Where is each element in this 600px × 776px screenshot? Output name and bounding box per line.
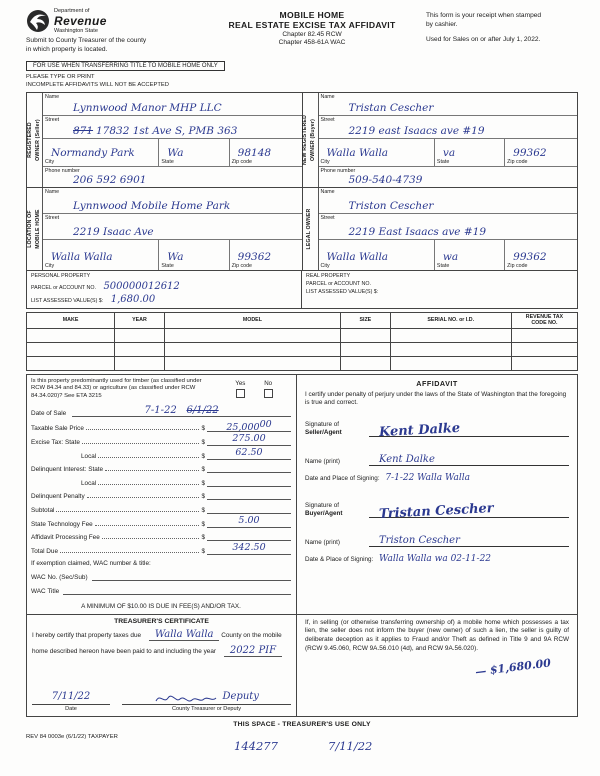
vehicle-cell[interactable] (115, 356, 165, 370)
treasurers-certificate (27, 615, 297, 716)
location-city-value: Walla Walla (51, 251, 113, 264)
legal-zip-value: 99362 (513, 251, 547, 264)
wac-title-field[interactable] (63, 587, 291, 595)
legal-owner-side-label (303, 188, 319, 270)
chapter-line1: Chapter 82.45 RCW (282, 31, 342, 38)
treasurers-certificate-body (32, 627, 291, 659)
legal-city-label: City (320, 263, 330, 270)
effective-note: Used for Sales on or after July 1, 2022. (426, 36, 541, 44)
vehicle-cell[interactable] (341, 356, 391, 370)
receipt-note: This form is your receipt when stamped by cashier. (426, 12, 542, 28)
dept-sub: Washington State (54, 28, 98, 34)
col-year: YEAR (115, 313, 165, 329)
personal-parcel-label: PARCEL or ACCOUNT NO. (31, 285, 96, 292)
date-of-sale-struck: 6/1/22 (186, 404, 219, 416)
new-registered-owner-side-label (303, 93, 319, 187)
seller-date-place-row[interactable] (305, 473, 569, 483)
legal-zip-field[interactable] (505, 240, 577, 270)
lien-amount-note: — $1,680.00 (474, 656, 552, 679)
vehicle-cell[interactable] (115, 342, 165, 356)
buyer-phone-value: 509-540-4739 (348, 174, 423, 187)
buyer-state-field[interactable] (435, 139, 505, 166)
dollar-sign: $ (201, 466, 205, 474)
notice-block (26, 54, 578, 88)
legal-zip-label: Zip code (507, 263, 528, 270)
seller-street-value: 17832 1st Ave S, PMB 363 (95, 125, 238, 138)
treasurer-date-field[interactable] (32, 686, 110, 712)
state-technology-fee-row (31, 514, 291, 528)
delinquent-interest-local-value[interactable] (207, 474, 291, 487)
seller-state-field[interactable] (159, 139, 229, 166)
lien-warning-box (297, 615, 577, 716)
real-property-heading: REAL PROPERTY (306, 273, 351, 280)
vehicle-cell[interactable] (390, 342, 511, 356)
buyer-zip-value: 99362 (513, 147, 547, 160)
delinquent-penalty-value[interactable] (207, 487, 291, 500)
seller-phone-label: Phone number (45, 168, 80, 175)
timber-no-label: No (264, 379, 273, 387)
location-zip-label: Zip code (231, 263, 252, 270)
dot-leader (98, 457, 199, 458)
seller-agent-text: Seller/Agent (305, 429, 342, 437)
wac-number-row (31, 573, 291, 581)
location-zip-value: 99362 (237, 251, 272, 264)
legal-state-field[interactable] (435, 240, 505, 270)
vehicle-cell[interactable] (27, 328, 115, 342)
legal-name-value: Triston Cescher (348, 200, 434, 213)
delinquent-penalty-label: Delinquent Penalty (31, 493, 85, 501)
location-street-label: Street (45, 215, 60, 222)
date-of-sale-field[interactable] (31, 405, 291, 417)
location-section (27, 188, 303, 271)
vehicle-row (27, 342, 578, 356)
taxable-sale-price-label: Taxable Sale Price (31, 425, 84, 433)
dot-leader (60, 552, 199, 553)
delinquent-penalty-row (31, 487, 291, 501)
state-technology-fee-text: 5.00 (238, 514, 260, 526)
date-of-sale-value: 7-1-22 (144, 404, 177, 416)
minimum-fee-note: A MINIMUM OF $10.00 IS DUE IN FEE(S) AND/OR TAX. (81, 602, 241, 610)
buyer-phone-field[interactable] (319, 167, 578, 187)
col-make: MAKE (27, 313, 115, 329)
affidavit-certify-text: I certify under penalty of perjury under the laws of the State of Washington that the foregoing is true and correct. (305, 390, 567, 407)
dollar-sign: $ (201, 425, 205, 433)
seller-phone-value: 206 592 6901 (73, 174, 147, 187)
agency-block (26, 8, 198, 54)
col-serial: SERIAL NO. or I.D. (390, 313, 511, 329)
affidavit-processing-fee-label: Affidavit Processing Fee (31, 534, 100, 542)
real-parcel-row[interactable] (306, 281, 573, 287)
excise-local-text: 62.50 (235, 446, 263, 458)
dept-small-text: Department of (54, 8, 90, 14)
col-revenue-tax-code: REVENUE TAX CODE NO. (511, 313, 577, 329)
location-street-value: 2219 Isaac Ave (73, 226, 154, 239)
dollar-sign: $ (201, 493, 205, 501)
total-due-text: 342.50 (232, 541, 266, 553)
state-technology-fee-value[interactable] (207, 515, 291, 528)
excise-state-row (31, 432, 291, 446)
buyer-city-label: City (320, 159, 330, 166)
legal-name-field[interactable] (319, 188, 578, 214)
subtotal-row (31, 500, 291, 514)
excise-state-label: Excise Tax: State (31, 439, 80, 447)
total-due-label: Total Due (31, 547, 58, 555)
paid-through-year-value[interactable]: 2022 PIF (224, 645, 282, 657)
delinquent-interest-local-row (31, 473, 291, 487)
dot-leader (82, 443, 200, 444)
buyer-name-label: Name (320, 94, 335, 101)
location-state-label: State (161, 263, 174, 270)
subtotal-value[interactable] (207, 501, 291, 514)
buyer-name-print-label: Name (print) (305, 539, 340, 547)
buyer-zip-field[interactable] (505, 139, 577, 166)
seller-state-label: State (161, 159, 174, 166)
lien-warning-text: If, in selling (or otherwise transferring ownership of) a mobile home which possesses a tax lien, the seller does not inform the buyer (new owner) of such a lien, the seller is guilty of deliberate deception as it applies to Fraud and/or Theft as defined in Title 9 and 9A RCW (RCW 9.45.060, RCW 9A.56.010 (4d), and RCW 9A.56.020). (305, 618, 569, 652)
legal-owner-section (303, 188, 579, 271)
treasurer-signature-field[interactable] (122, 686, 291, 712)
buyer-city-row (319, 139, 578, 167)
buyer-name-print-row (305, 530, 569, 547)
form-title-line1: MOBILE HOME (279, 10, 345, 20)
buyer-name-print-value: Triston Cescher (379, 535, 460, 547)
legal-street-field[interactable] (319, 214, 578, 240)
buyer-date-place-label: Date & Place of Signing: (305, 556, 374, 564)
buyer-date-place-value: Walla Walla wa 02-11-22 (379, 554, 492, 565)
buyer-signature-row (305, 501, 569, 523)
personal-assessed-value: 1,680.00 (110, 294, 156, 306)
timber-yes-checkbox[interactable] (236, 389, 245, 398)
excise-state-value[interactable] (207, 433, 291, 446)
seller-name-print-row (305, 449, 569, 466)
treasurer-signature-label: County Treasurer or Deputy (171, 705, 242, 712)
vehicle-cell[interactable] (511, 356, 577, 370)
wac-title-row (31, 587, 291, 595)
location-name-value: Lynnwood Mobile Home Park (73, 200, 231, 213)
seller-zip-value: 98148 (237, 147, 272, 160)
date-of-sale-label: Date of Sale (31, 409, 67, 417)
location-zip-field[interactable] (230, 240, 302, 270)
real-property-block (302, 271, 577, 308)
dollar-sign: $ (201, 534, 205, 542)
certify-text-after-county: County on the mobile home described hereon have been paid to and including the year (32, 631, 282, 655)
seller-phone-field[interactable] (43, 167, 302, 187)
legal-state-label: State (436, 263, 450, 270)
dot-leader (98, 484, 199, 485)
seller-street-field[interactable] (43, 116, 302, 139)
receipt-number-handwritten: 144277 (234, 738, 278, 753)
seller-signature-label (305, 421, 369, 437)
seller-zip-field[interactable] (230, 139, 302, 166)
vehicle-cell[interactable] (164, 328, 340, 342)
excise-state-text: 275.00 (232, 433, 266, 445)
footer (26, 731, 578, 761)
seller-city-row (43, 139, 302, 167)
submit-note: Submit to County Treasurer of the county in which property is located. (26, 37, 147, 53)
wac-title-label: WAC Title (31, 587, 60, 595)
chapter-line2: Chapter 458-61A WAC (278, 39, 346, 46)
location-name-field[interactable] (43, 188, 302, 214)
vehicle-cell[interactable] (511, 328, 577, 342)
treasurer-use-only-note: THIS SPACE - TREASURER'S USE ONLY (233, 720, 371, 728)
stamp-date-handwritten: 7/11/22 (328, 738, 373, 753)
treasurer-date-value: 7/11/22 (51, 690, 91, 702)
buyer-signature-label (305, 502, 369, 518)
mobile-home-description-table (26, 312, 578, 371)
excise-local-row (31, 446, 291, 460)
vehicle-table-header-row (27, 313, 578, 329)
legal-city-field[interactable] (319, 240, 435, 270)
timber-yes-label: Yes (235, 379, 246, 387)
vehicle-cell[interactable] (115, 328, 165, 342)
vehicle-cell[interactable] (341, 342, 391, 356)
buyer-agent-text: Buyer/Agent (305, 510, 343, 518)
vehicle-cell[interactable] (390, 356, 511, 370)
new-registered-owner-side-text: NEW REGISTERED OWNER (Buyer) (302, 115, 316, 166)
seller-name-value: Lynnwood Manor MHP LLC (73, 102, 222, 115)
header (26, 8, 578, 54)
col-model: MODEL (164, 313, 340, 329)
buyer-city-field[interactable] (319, 139, 435, 166)
dollar-sign: $ (201, 452, 205, 460)
transfer-title-notice: FOR USE WHEN TRANSFERRING TITLE TO MOBILE HOME ONLY (26, 61, 225, 71)
seller-name-label: Name (45, 94, 60, 101)
dot-leader (105, 470, 199, 471)
legal-city-value: Walla Walla (326, 251, 389, 264)
state-technology-fee-label: State Technology Fee (31, 520, 93, 528)
buyer-date-place-row[interactable] (305, 554, 569, 564)
location-city-field[interactable] (43, 240, 159, 270)
real-parcel-label: PARCEL or ACCOUNT NO. (306, 281, 371, 288)
dot-leader (102, 538, 200, 539)
timber-question: Is this property predominantly used for timber (as classified under RCW 84.34 and 84.33) or agriculture (as classified under RCW 84.34.020)? See ETA 3215 (31, 377, 202, 400)
personal-parcel-row[interactable] (31, 281, 297, 292)
seller-city-label: City (45, 159, 55, 166)
registered-owner-section (27, 93, 303, 188)
certify-text-before-county: I hereby certify that property taxes due (32, 631, 142, 639)
wac-number-field[interactable] (92, 573, 291, 581)
seller-date-place-value: 7-1-22 Walla Walla (385, 473, 470, 484)
personal-property-block (27, 271, 302, 308)
buyer-street-field[interactable] (319, 116, 578, 139)
affidavit-heading: AFFIDAVIT (416, 378, 458, 388)
affidavit-processing-fee-row (31, 528, 291, 542)
legal-owner-side-text: LEGAL OWNER (306, 208, 313, 250)
type-or-print-note: PLEASE TYPE OR PRINT (26, 74, 95, 81)
timber-no-checkbox[interactable] (264, 389, 273, 398)
dept-of-revenue-logo-icon (26, 9, 50, 33)
dollar-sign: $ (201, 506, 205, 514)
lien-amount-row (305, 656, 569, 679)
legal-street-value: 2219 East Isaacs ave #19 (348, 226, 486, 239)
taxable-sale-price-value[interactable] (207, 419, 291, 432)
personal-property-heading: PERSONAL PROPERTY (31, 273, 91, 280)
delinquent-interest-state-value[interactable] (207, 460, 291, 473)
personal-assessed-label: LIST ASSESSED VALUE(S) $: (31, 298, 104, 305)
real-assessed-row[interactable] (306, 289, 573, 295)
real-assessed-label: LIST ASSESSED VALUE(S) $: (306, 289, 379, 296)
delinquent-interest-state-label: Delinquent Interest: State (31, 466, 104, 474)
seller-name-print-line[interactable] (369, 449, 569, 466)
excise-local-label: Local (81, 452, 97, 460)
taxable-sale-price-row (31, 419, 291, 433)
vehicle-cell[interactable] (511, 342, 577, 356)
buyer-street-value: 2219 east Isaacs ave #19 (348, 125, 485, 138)
affidavit-column (297, 375, 577, 614)
new-registered-owner-section (303, 93, 579, 188)
treasurers-certificate-heading: TREASURER'S CERTIFICATE (114, 617, 209, 625)
seller-name-field[interactable] (43, 93, 302, 116)
legal-name-label: Name (320, 189, 335, 196)
delinquent-interest-state-row (31, 460, 291, 474)
exemption-note: If exemption claimed, WAC number & title: (31, 559, 151, 567)
col-size: SIZE (341, 313, 391, 329)
form-title-line2: REAL ESTATE EXCISE TAX AFFIDAVIT (228, 20, 396, 30)
rev-form-number: REV 84 0003e (6/1/22) TAXPAYER (26, 733, 118, 740)
buyer-zip-label: Zip code (507, 159, 528, 166)
affidavit-processing-fee-value[interactable] (207, 528, 291, 541)
location-city-row (43, 240, 302, 270)
buyer-city-value: Walla Walla (326, 147, 389, 160)
vehicle-row (27, 356, 578, 370)
vehicle-cell[interactable] (27, 356, 115, 370)
total-due-row (31, 541, 291, 555)
county-value[interactable]: Walla Walla (149, 629, 220, 641)
location-state-value: Wa (167, 251, 184, 264)
delinquent-interest-local-label: Local (81, 479, 97, 487)
excise-local-value[interactable] (207, 447, 291, 460)
dollar-sign: $ (201, 520, 205, 528)
seller-name-print-value: Kent Dalke (379, 454, 435, 466)
taxable-value-cents: 00 (259, 419, 272, 431)
dot-leader (87, 497, 200, 498)
seller-state-value: Wa (167, 147, 184, 160)
form-title-block (198, 8, 426, 46)
total-due-value[interactable] (207, 542, 291, 555)
tax-and-affidavit-section (26, 374, 578, 615)
legal-street-label: Street (320, 215, 335, 222)
buyer-street-label: Street (320, 117, 335, 124)
subtotal-label: Subtotal (31, 506, 55, 514)
location-street-field[interactable] (43, 214, 302, 240)
vehicle-cell[interactable] (341, 328, 391, 342)
registered-owner-side-text: REGISTERED OWNER (Seller) (26, 119, 41, 161)
treasurer-signature-value: Deputy (222, 690, 259, 702)
seller-city-value: Normandy Park (51, 147, 135, 160)
seller-street-label: Street (45, 117, 60, 124)
seller-city-field[interactable] (43, 139, 159, 166)
signature-of-text: Signature of (305, 421, 339, 429)
vehicle-cell[interactable] (164, 356, 340, 370)
location-city-label: City (45, 263, 55, 270)
buyer-state-value: va (442, 147, 456, 160)
buyer-signature-line[interactable] (369, 501, 569, 523)
vehicle-cell[interactable] (164, 342, 340, 356)
seller-zip-label: Zip code (231, 159, 252, 166)
vehicle-row (27, 328, 578, 342)
seller-name-print-label: Name (print) (305, 458, 340, 466)
location-name-label: Name (45, 189, 60, 196)
dollar-sign: $ (201, 547, 205, 555)
seller-street-struck: 871 (73, 125, 94, 138)
tax-column (27, 375, 297, 614)
wac-number-label: WAC No. (Sec/Sub) (31, 573, 88, 581)
dot-leader (95, 525, 200, 526)
incomplete-note: INCOMPLETE AFFIDAVITS WILL NOT BE ACCEPTED (26, 82, 169, 89)
dollar-sign: $ (201, 479, 205, 487)
buyer-name-field[interactable] (319, 93, 578, 116)
personal-assessed-row[interactable] (31, 294, 297, 305)
taxable-value-text: 25,000 (226, 422, 260, 434)
buyer-name-value: Tristan Cescher (348, 102, 434, 115)
dept-name: Revenue (54, 14, 107, 28)
receipt-note-block (426, 8, 578, 45)
treasurer-signature-scribble-icon (154, 693, 218, 704)
dot-leader (56, 511, 199, 512)
location-side-label (27, 188, 43, 270)
vehicle-cell[interactable] (27, 342, 115, 356)
bottom-section (26, 615, 578, 717)
buyer-phone-label: Phone number (320, 168, 356, 175)
personal-parcel-value: 500000012612 (103, 281, 180, 293)
registered-owner-side-label (27, 93, 43, 187)
vehicle-cell[interactable] (390, 328, 511, 342)
legal-city-row (319, 240, 578, 270)
seller-signature-row (305, 420, 569, 441)
location-side-text: LOCATION OF MOBILE HOME (26, 209, 41, 249)
buyer-state-label: State (436, 159, 450, 166)
treasurer-date-label: Date (65, 705, 77, 712)
owners-grid (26, 92, 578, 271)
buyer-name-print-line[interactable] (369, 530, 569, 547)
dot-leader (86, 429, 200, 430)
seller-date-place-label: Date and Place of Signing: (305, 475, 380, 483)
parcel-strip (26, 271, 578, 309)
dollar-sign: $ (201, 439, 205, 447)
seller-signature-value: Kent Dalke (378, 420, 461, 441)
buyer-signature-value: Tristan Cescher (378, 501, 494, 523)
location-state-field[interactable] (159, 240, 229, 270)
signature-of-text: Signature of (305, 502, 339, 510)
legal-state-value: wa (442, 251, 459, 264)
seller-signature-line[interactable] (369, 420, 569, 441)
